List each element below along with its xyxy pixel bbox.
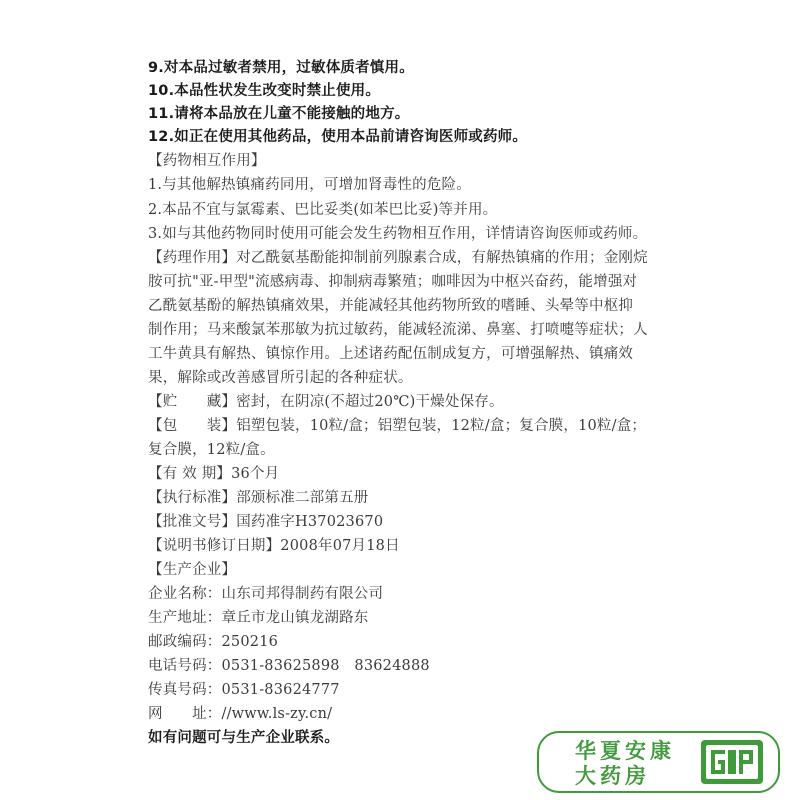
- shelf-life: 【有 效 期】36个月: [148, 466, 280, 482]
- gsp-icon: [701, 740, 763, 784]
- section-manufacturer: 【生产企业】: [148, 562, 237, 578]
- storage: 【贮 藏】密封，在阴凉(不超过20℃)干燥处保存。: [148, 394, 504, 410]
- interaction-1: 1.与其他解热镇痛药同用，可增加肾毒性的危险。: [148, 177, 471, 193]
- revision-date: 【说明书修订日期】2008年07月18日: [148, 538, 400, 554]
- pharmacology-line-6: 果，解除或改善感冒所引起的各种症状。: [148, 370, 413, 386]
- packaging-line-2: 复合膜，12粒/盒。: [148, 442, 275, 458]
- precaution-12: 12.如正在使用其他药品，使用本品前请咨询医师或药师。: [148, 129, 528, 145]
- approval-number: 【批准文号】国药准字H37023670: [148, 514, 384, 530]
- pharmacology-line-5: 工牛黄具有解热、镇惊作用。上述诸药配伍制成复方，可增强解热、镇痛效: [148, 346, 634, 362]
- postal-code: 邮政编码：250216: [148, 634, 279, 650]
- standard: 【执行标准】部颁标准二部第五册: [148, 490, 369, 506]
- company-name: 企业名称：山东司邦得制药有限公司: [148, 586, 384, 602]
- contact-note: 如有问题可与生产企业联系。: [148, 730, 340, 746]
- logo-text-line-1: 华夏安康: [575, 739, 675, 763]
- pharmacy-logo: [537, 731, 780, 793]
- precaution-10: 10.本品性状发生改变时禁止使用。: [148, 83, 381, 99]
- precaution-11: 11.请将本品放在儿童不能接触的地方。: [148, 106, 410, 122]
- logo-text-line-2: 大药房: [575, 764, 650, 788]
- pharmacology-line-2: 胺可抗"亚-甲型"流感病毒、抑制病毒繁殖；咖啡因为中枢兴奋药，能增强对: [148, 274, 638, 290]
- pharmacology-line-1: 【药理作用】对乙酰氨基酚能抑制前列腺素合成，有解热镇痛的作用；金刚烷: [148, 250, 648, 266]
- interaction-2: 2.本品不宜与氯霉素、巴比妥类(如苯巴比妥)等并用。: [148, 202, 498, 218]
- pharmacology-line-4: 制作用；马来酸氯苯那敏为抗过敏药，能减轻流涕、鼻塞、打喷嚏等症状；人: [148, 322, 648, 338]
- pharmacology-line-3: 乙酰氨基酚的解热镇痛效果，并能减轻其他药物所致的嗜睡、头晕等中枢抑: [148, 298, 634, 314]
- phone-number: 电话号码：0531-83625898 83624888: [148, 658, 430, 674]
- interaction-3: 3.如与其他药物同时使用可能会发生药物相互作用，详情请咨询医师或药师。: [148, 226, 648, 242]
- precaution-9: 9.对本品过敏者禁用，过敏体质者慎用。: [148, 60, 414, 76]
- fax-number: 传真号码：0531-83624777: [148, 682, 340, 698]
- website: 网 址：//www.ls-zy.cn/: [148, 706, 333, 722]
- section-drug-interactions: 【药物相互作用】: [148, 153, 266, 169]
- packaging-line-1: 【包 装】铝塑包装，10粒/盒；铝塑包装，12粒/盒；复合膜，10粒/盒；: [148, 418, 647, 434]
- company-address: 生产地址：章丘市龙山镇龙湖路东: [148, 610, 369, 626]
